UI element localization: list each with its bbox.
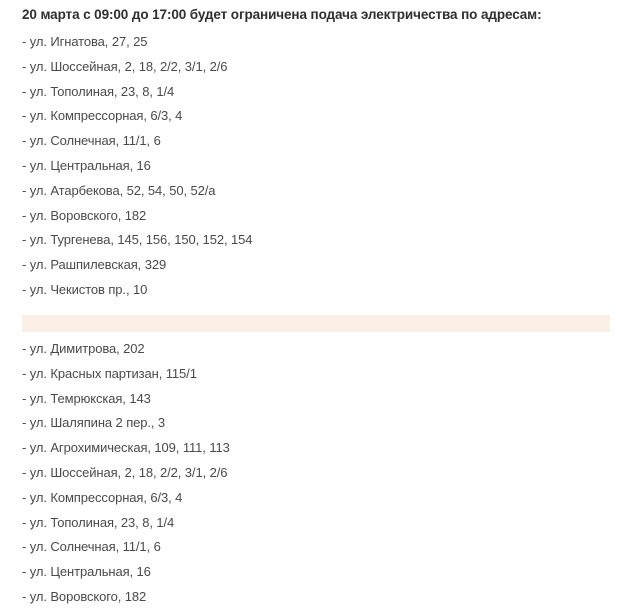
list-item: - ул. Темрюкская, 143 xyxy=(22,390,151,406)
list-item: - ул. Димитрова, 202 xyxy=(22,341,145,356)
list-item: - ул. Рашпилевская, 329 xyxy=(22,257,167,273)
list-item: - ул. Тургенева, 145, 156, 150, 152, 154 xyxy=(22,232,253,248)
list-item: - ул. Шаляпина 2 пер., 3 xyxy=(22,415,166,431)
section-divider-band xyxy=(22,315,610,332)
address-list-second xyxy=(22,337,230,610)
list-item: - ул. Шоссейная, 2, 18, 2/2, 3/1, 2/6 xyxy=(22,464,228,480)
list-item: - ул. Агрохимическая, 109, 111, 113 xyxy=(22,440,230,456)
list-item: - ул. Компрессорная, 6/3, 4 xyxy=(22,108,183,124)
list-item: - ул. Красных партизан, 115/1 xyxy=(22,365,197,381)
list-item: - ул. Игнатова, 27, 25 xyxy=(22,34,148,49)
list-item: - ул. Воровского, 182 xyxy=(22,207,147,223)
list-item: - ул. Атарбекова, 52, 54, 50, 52/а xyxy=(22,182,216,198)
list-item: - ул. Компрессорная, 6/3, 4 xyxy=(22,489,183,505)
list-item: - ул. Воровского, 182 xyxy=(22,588,147,604)
address-list-first xyxy=(22,30,252,303)
list-item: - ул. Солнечная, 11/1, 6 xyxy=(22,539,161,555)
list-item: - ул. Центральная, 16 xyxy=(22,564,151,580)
announcement-heading: 20 марта с 09:00 до 17:00 будет ограничена подача электричества по адресам: xyxy=(22,7,542,22)
list-item: - ул. Центральная, 16 xyxy=(22,157,151,173)
list-item: - ул. Тополиная, 23, 8, 1/4 xyxy=(22,83,175,99)
list-item: - ул. Шоссейная, 2, 18, 2/2, 3/1, 2/6 xyxy=(22,58,228,74)
list-item: - ул. Солнечная, 11/1, 6 xyxy=(22,133,161,149)
list-item: - ул. Чекистов пр., 10 xyxy=(22,281,148,297)
list-item: - ул. Тополиная, 23, 8, 1/4 xyxy=(22,514,175,530)
